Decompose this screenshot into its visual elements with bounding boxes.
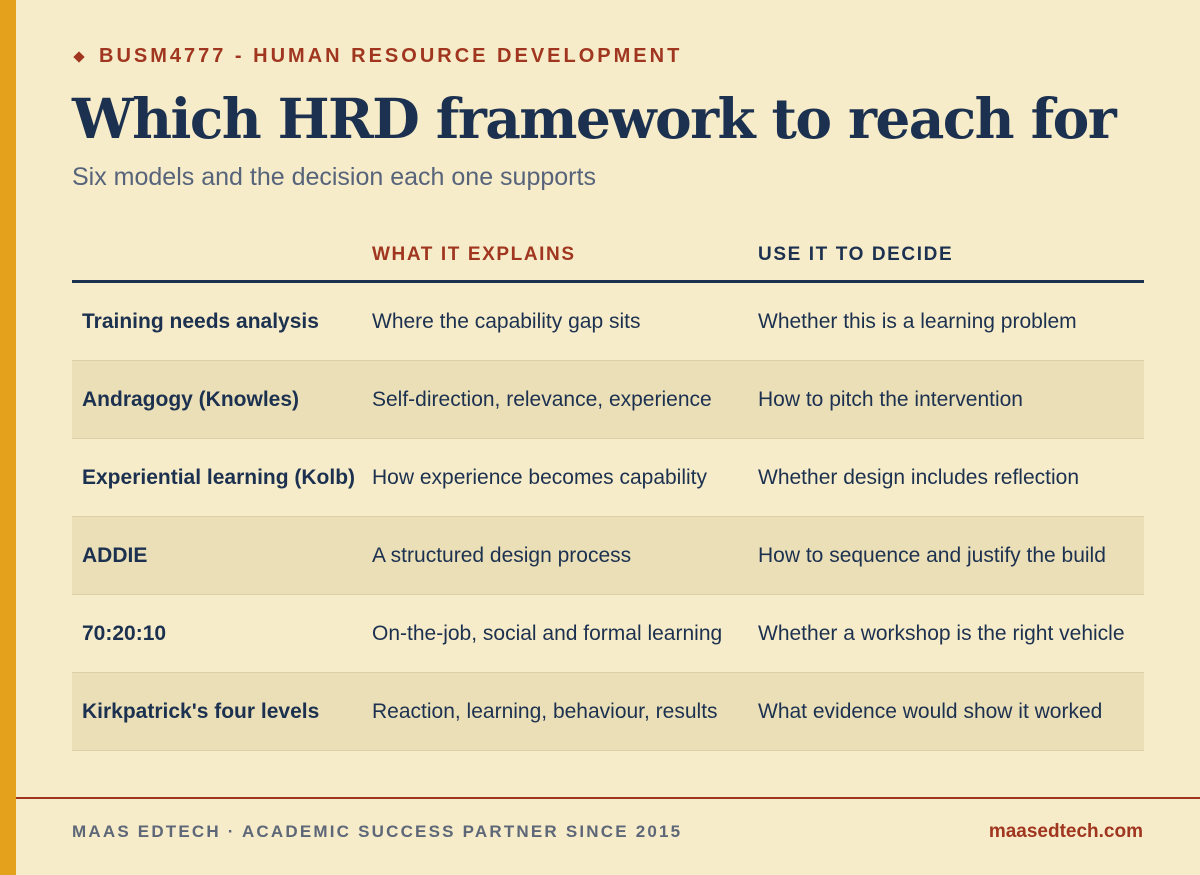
- footer-tagline: MAAS EDTECH · ACADEMIC SUCCESS PARTNER SINCE 2015: [72, 822, 683, 841]
- framework-explains: Self-direction, relevance, experience: [372, 387, 712, 411]
- framework-name: 70:20:10: [82, 621, 167, 645]
- column-header-decide: USE IT TO DECIDE: [758, 244, 954, 265]
- framework-decide: Whether a workshop is the right vehicle: [758, 621, 1125, 645]
- footer-website-link[interactable]: maasedtech.com: [988, 821, 1143, 842]
- framework-name: Training needs analysis: [82, 309, 319, 333]
- framework-explains: Reaction, learning, behaviour, results: [372, 699, 718, 723]
- table-row: [72, 673, 1144, 751]
- table-row: [72, 439, 1144, 517]
- framework-explains: On-the-job, social and formal learning: [372, 621, 723, 645]
- course-eyebrow: [72, 45, 682, 68]
- framework-name: Andragogy (Knowles): [82, 387, 300, 411]
- table-row: [72, 595, 1144, 673]
- framework-decide: Whether design includes reflection: [758, 465, 1080, 489]
- framework-decide: How to sequence and justify the build: [758, 543, 1106, 567]
- table-row: [72, 517, 1144, 595]
- framework-name: Experiential learning (Kolb): [82, 465, 356, 489]
- framework-explains: How experience becomes capability: [372, 465, 708, 489]
- column-header-explains: WHAT IT EXPLAINS: [372, 244, 576, 265]
- framework-explains: A structured design process: [372, 543, 632, 567]
- framework-table: [72, 230, 1144, 751]
- footer-divider: [16, 797, 1200, 799]
- left-accent-bar: [0, 0, 16, 875]
- table-header: [72, 230, 1144, 283]
- framework-name: Kirkpatrick's four levels: [82, 699, 320, 723]
- diamond-icon: [73, 51, 84, 62]
- page-title: Which HRD framework to reach for: [72, 86, 1116, 151]
- framework-explains: Where the capability gap sits: [372, 309, 641, 333]
- framework-decide: What evidence would show it worked: [758, 699, 1103, 723]
- framework-name: ADDIE: [82, 543, 148, 567]
- framework-decide: Whether this is a learning problem: [758, 309, 1077, 333]
- table-row: [72, 361, 1144, 439]
- course-code-label: BUSM4777 - HUMAN RESOURCE DEVELOPMENT: [99, 45, 683, 67]
- table-row: [72, 283, 1144, 361]
- framework-decide: How to pitch the intervention: [758, 387, 1023, 411]
- page-subtitle: Six models and the decision each one supports: [72, 163, 596, 191]
